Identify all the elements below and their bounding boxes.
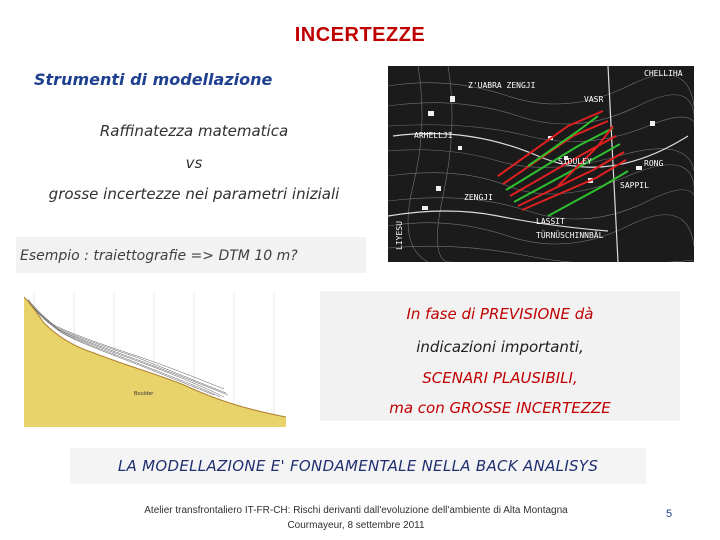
map-label-liyesu: LIYESU xyxy=(395,221,404,250)
map-label-chelliha: CHELLIHA xyxy=(644,69,683,78)
map-label-zuabra: Z'UABRA ZENGJI xyxy=(468,81,536,90)
intro-line-2: vs xyxy=(185,154,203,172)
map-label-lassit: LASSIT xyxy=(536,217,565,226)
map-label-zengji: ZENGJI xyxy=(464,193,493,202)
slide-title: INCERTEZZE xyxy=(294,24,426,46)
map-label-siduley: SIDULEY xyxy=(558,157,592,166)
example-box xyxy=(16,237,366,273)
prevision-line-3: SCENARI PLAUSIBILI, xyxy=(422,369,578,387)
example-text: Esempio : traiettografie => DTM 10 m? xyxy=(20,248,298,264)
trajectory-map-svg xyxy=(388,66,694,262)
profile-label: Boulder xyxy=(134,391,154,397)
intro-line-1: Raffinatezza matematica xyxy=(99,122,289,140)
conclusion-text: LA MODELLAZIONE E' FONDAMENTALE NELLA BACK ANALISYS xyxy=(117,457,599,475)
page-number: 5 xyxy=(666,508,673,520)
footer-line-2: Courmayeur, 8 settembre 2011 xyxy=(287,520,425,531)
prevision-line-2-text: indicazioni importanti, xyxy=(416,338,584,356)
map-label-turnuschinnbal: TÜRNÜSCHINNBÄL xyxy=(536,231,604,240)
intro-line-3: grosse incertezze nei parametri iniziali xyxy=(48,185,340,203)
slide-subtitle: Strumenti di modellazione xyxy=(34,70,273,89)
map-label-vasr: VASR xyxy=(584,95,604,104)
map-label-rong: RONG xyxy=(644,159,664,168)
prevision-line-2 xyxy=(320,338,680,356)
prevision-line-4: ma con GROSSE INCERTEZZE xyxy=(389,399,611,417)
trajectory-map-image xyxy=(388,66,694,262)
map-label-arhellji: ARHELLJI xyxy=(414,131,453,140)
slope-profile-image xyxy=(14,293,286,427)
prevision-line-1: In fase di PREVISIONE dà xyxy=(406,305,594,323)
footer-line-1: Atelier transfrontaliero IT-FR-CH: Rischi derivanti dall'evoluzione dell'ambiente di Alta Montagna xyxy=(144,505,568,516)
slope-profile-svg xyxy=(14,293,286,427)
map-label-sappil: SAPPIL xyxy=(620,181,649,190)
